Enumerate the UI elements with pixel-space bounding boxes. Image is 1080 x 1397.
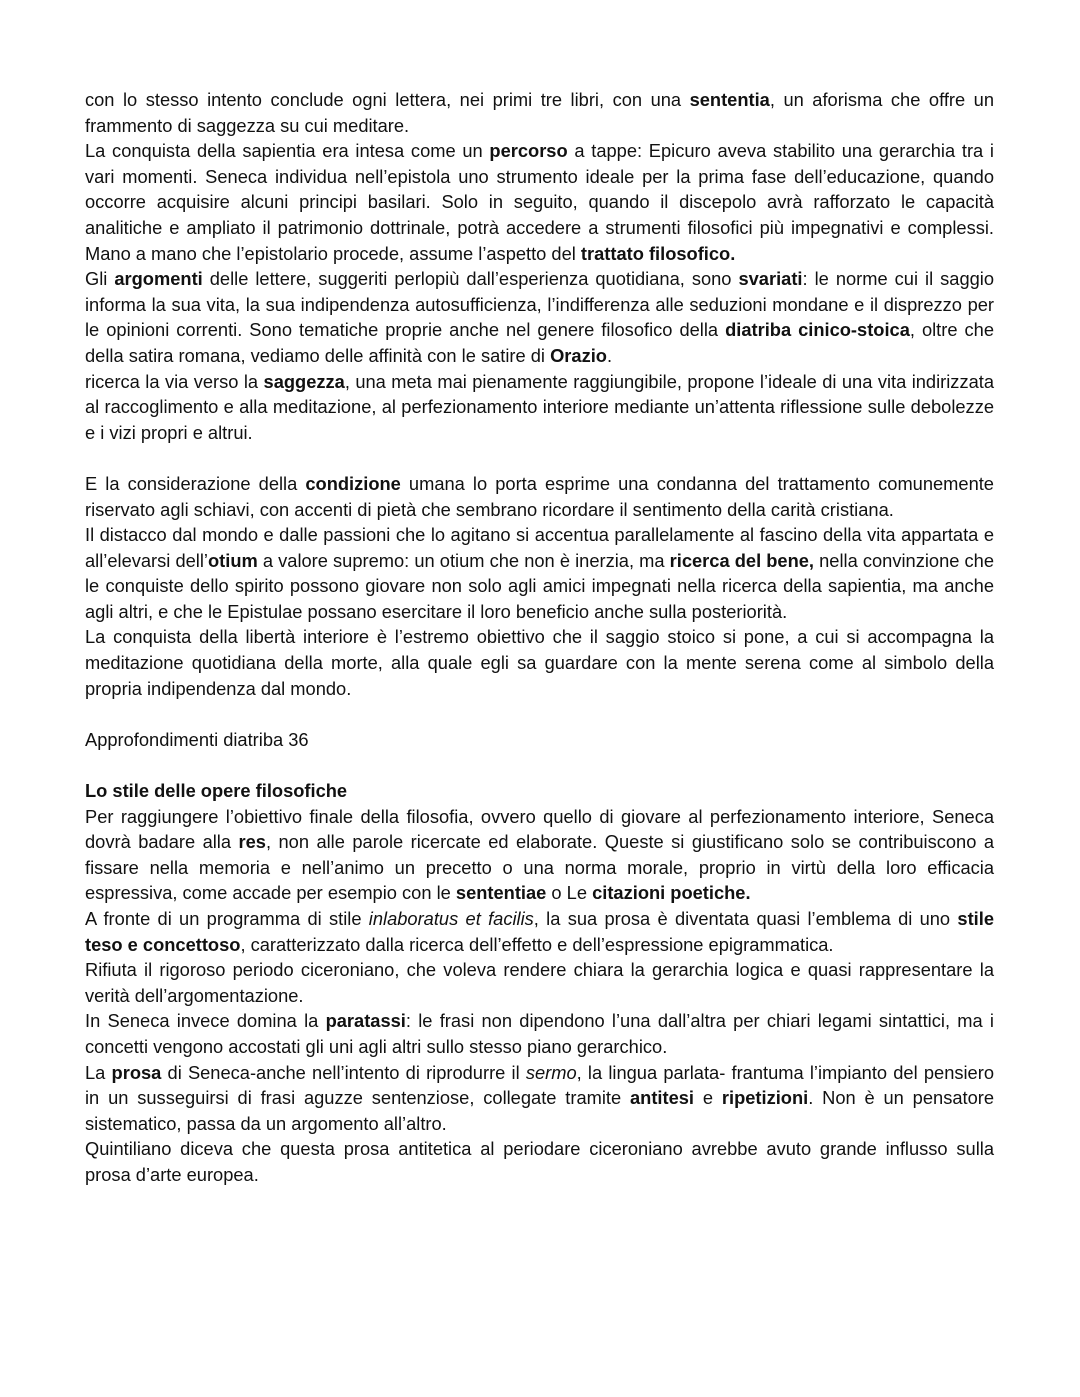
text-run: La xyxy=(85,1061,112,1083)
text-run: A fronte di un programma di stile xyxy=(85,908,369,929)
paragraph xyxy=(85,906,994,957)
bold-text: sententia xyxy=(689,89,770,110)
bold-text: diatriba cinico-stoica xyxy=(725,319,910,341)
bold-text: antitesi xyxy=(630,1087,695,1109)
bold-text: sententiae xyxy=(455,882,547,904)
text-run: ricerca la via verso la xyxy=(85,370,264,392)
text-run: , la sua prosa è diventata quasi l’emblema di uno xyxy=(533,908,958,929)
text-run: , oltre che della satira romana, vediamo delle affinità con le satire di xyxy=(85,319,995,366)
paragraph xyxy=(85,957,994,1008)
text-run: . Non è un pensatore sistematico, passa da un argomento all’altro. xyxy=(85,1087,994,1134)
text-run: , un aforisma che offre un frammento di saggezza su cui meditare. xyxy=(85,89,995,136)
text-run: a tappe: Epicuro aveva stabilito una gerarchia tra i vari momenti. Seneca individua nell’epistola uno strumento ideale per la prima fase dell’educazione, quando occorre acquisire alcuni principi basilari. Solo in seguito, quando il discepolo avrà rafforzato le capacità analitiche e ampliato il patrimonio dottrinale, potrà accedere a strumenti filosofici più impegnativi e complessi. Mano a mano che l’epistolario procede, assume l’aspetto del xyxy=(85,140,994,264)
paragraph xyxy=(85,1136,994,1187)
section-heading xyxy=(85,778,994,804)
paragraph xyxy=(85,804,994,906)
paragraph xyxy=(85,522,994,624)
bold-text: citazioni poetiche. xyxy=(592,882,751,904)
bold-text: percorso xyxy=(489,140,568,162)
bold-text: otium xyxy=(207,549,258,571)
blank-line xyxy=(85,701,994,727)
paragraph xyxy=(85,727,994,753)
bold-text: paratassi xyxy=(325,1010,406,1032)
paragraph xyxy=(85,87,994,138)
text-run: Approfondimenti diatriba 36 xyxy=(85,728,309,750)
italic-text: sermo xyxy=(525,1061,577,1083)
paragraph xyxy=(85,1060,994,1137)
document-body xyxy=(85,87,994,1188)
text-run: Gli xyxy=(85,268,115,290)
text-run: a valore supremo: un otium che non è inerzia, ma xyxy=(257,549,670,571)
italic-text: inlaboratus et facilis xyxy=(368,908,534,929)
text-run: , caratterizzato dalla ricerca dell’effetto e dell’espressione epigrammatica. xyxy=(240,933,834,955)
bold-text: Lo stile delle opere filosofiche xyxy=(85,780,348,802)
text-run: Rifiuta il rigoroso periodo ciceroniano, che voleva rendere chiara la gerarchia logica e quasi rappresentare la verità dell’argomentazione. xyxy=(85,959,994,1006)
text-run: nella convinzione che le conquiste dello spirito possono giovare non solo agli amici impegnati nella ricerca della sapientia, ma anche agli altri, e che le Epistulae possano esercitare il loro beneficio anche sulla posteriorità. xyxy=(85,549,995,622)
bold-text: prosa xyxy=(111,1061,162,1083)
bold-text: argomenti xyxy=(114,268,203,290)
text-run: delle lettere, suggeriti perlopiù dall’esperienza quotidiana, sono xyxy=(202,268,739,290)
text-run: , una meta mai pienamente raggiungibile, propone l’ideale di una vita indirizzata al raccoglimento e alla meditazione, al perfezionamento interiore mediante un’attenta riflessione sulle debolezze e i vizi propri e altrui. xyxy=(85,370,994,443)
bold-text: Orazio xyxy=(550,344,607,366)
text-run: : le frasi non dipendono l’una dall’altra per chiari legami sintattici, ma i concetti vengono accostati gli uni agli altri sullo stesso piano gerarchico. xyxy=(85,1010,994,1057)
text-run: Quintiliano diceva che questa prosa antitetica al periodare ciceroniano avrebbe avuto grande influsso sulla prosa d’arte europea. xyxy=(85,1138,994,1185)
text-run: E la considerazione della xyxy=(85,472,306,494)
paragraph xyxy=(85,266,994,368)
text-run: Per raggiungere l’obiettivo finale della filosofia, ovvero quello di giovare al perfezionamento interiore, Seneca dovrà badare alla xyxy=(85,805,994,853)
blank-line xyxy=(85,752,994,778)
paragraph xyxy=(85,138,994,266)
bold-text: trattato filosofico. xyxy=(580,242,736,264)
text-run: umana lo porta esprime una condanna del trattamento comunemente riservato agli schiavi, con accenti di pietà che sembrano ricordare il sentimento della carità cristiana. xyxy=(85,472,994,520)
paragraph xyxy=(85,369,994,446)
bold-text: saggezza xyxy=(263,370,345,392)
bold-text: res xyxy=(238,831,266,853)
text-run: e xyxy=(694,1087,722,1109)
blank-line xyxy=(85,445,994,471)
paragraph xyxy=(85,1008,994,1059)
text-run: La conquista della libertà interiore è l’estremo obiettivo che il saggio stoico si pone, a cui si accompagna la meditazione quotidiana della morte, alla quale egli sa guardare con la mente serena come al simbolo della propria indipendenza dal mondo. xyxy=(85,626,994,699)
text-run: o Le xyxy=(546,882,593,904)
bold-text: svariati xyxy=(738,268,803,290)
text-run: Il distacco dal mondo e dalle passioni che lo agitano si accentua parallelamente al fascino della vita appartata e all’elevarsi dell’ xyxy=(85,524,994,571)
bold-text: ripetizioni xyxy=(721,1087,809,1109)
paragraph xyxy=(85,471,994,522)
text-run: In Seneca invece domina la xyxy=(85,1010,326,1032)
bold-text: stile teso e concettoso xyxy=(85,908,994,955)
bold-text: condizione xyxy=(305,472,401,494)
text-run: : le norme cui il saggio informa la sua vita, la sua indipendenza autosufficienza, l’indifferenza alle seduzioni mondane e il disprezzo per le opinioni correnti. Sono tematiche proprie anche nel genere filosofico della xyxy=(85,268,995,341)
text-run: . xyxy=(606,344,613,366)
bold-text: ricerca del bene, xyxy=(669,549,815,571)
text-run: , la lingua parlata- frantuma l’impianto del pensiero in un susseguirsi di frasi aguzze sentenziose, collegate tramite xyxy=(85,1061,994,1109)
text-run: di Seneca-anche nell’intento di riprodurre il xyxy=(161,1061,526,1083)
text-run: La conquista della sapientia era intesa come un xyxy=(85,140,490,162)
text-run: con lo stesso intento conclude ogni lettera, nei primi tre libri, con una xyxy=(85,89,690,110)
paragraph xyxy=(85,624,994,701)
text-run: , non alle parole ricercate ed elaborate. Queste si giustificano solo se contribuiscono a fissare nella memoria e nell’animo un precetto o una norma morale, proprio in virtù della loro efficacia espressiva, come accade per esempio con le xyxy=(85,831,995,904)
